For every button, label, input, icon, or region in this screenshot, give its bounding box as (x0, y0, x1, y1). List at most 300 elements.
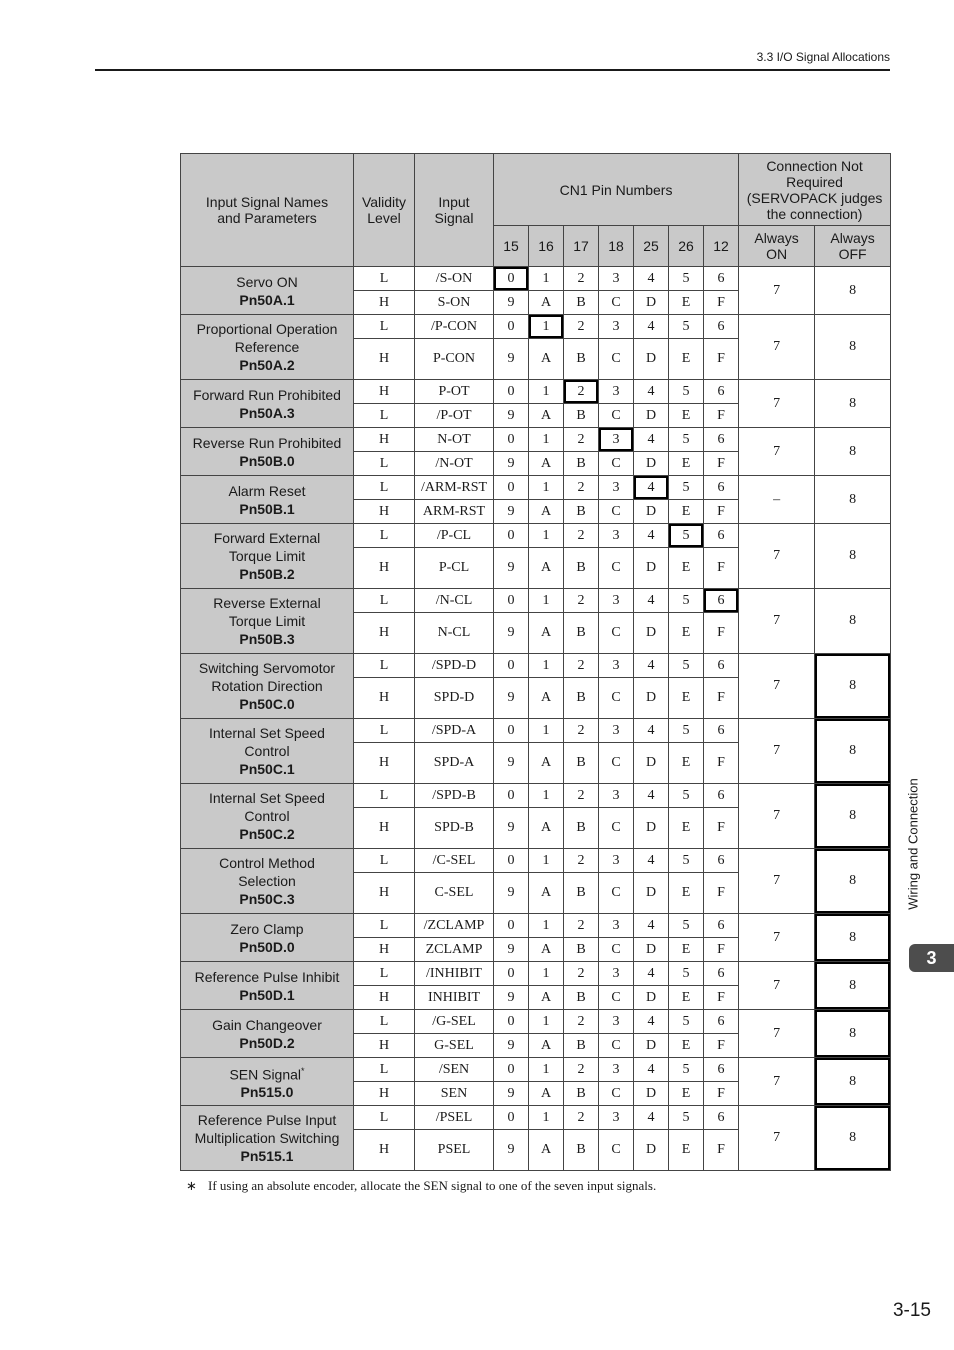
pin-value: 2 (564, 654, 599, 678)
pin-value: 9 (494, 500, 529, 524)
pin-value-default: 2 (564, 380, 599, 404)
header-pin: 25 (634, 226, 669, 267)
pin-value: 0 (494, 524, 529, 548)
pin-value: A (529, 808, 564, 849)
validity-level: H (354, 339, 415, 380)
validity-level: H (354, 873, 415, 914)
pin-value: C (599, 548, 634, 589)
page-number: 3-15 (892, 1300, 931, 1321)
pin-value: D (634, 452, 669, 476)
input-signal: /N-OT (415, 452, 494, 476)
pin-value: 6 (704, 524, 739, 548)
signal-name-cell (181, 267, 354, 315)
pin-value: 6 (704, 719, 739, 743)
pin-value: C (599, 986, 634, 1010)
pin-value: 9 (494, 452, 529, 476)
pin-value: 0 (494, 784, 529, 808)
input-signal: PSEL (415, 1130, 494, 1171)
pin-value: 5 (669, 914, 704, 938)
pin-value: D (634, 1082, 669, 1106)
header-pin: 15 (494, 226, 529, 267)
pin-value: 9 (494, 1034, 529, 1058)
footnote (186, 1178, 656, 1194)
pin-value: 4 (634, 719, 669, 743)
pin-value: B (564, 938, 599, 962)
pin-value: B (564, 1034, 599, 1058)
pin-value: 1 (529, 380, 564, 404)
pin-value: E (669, 500, 704, 524)
always-off-value: 8 (815, 589, 891, 654)
pin-value: 4 (634, 962, 669, 986)
validity-level: H (354, 548, 415, 589)
pin-value: 5 (669, 428, 704, 452)
signal-name-cell (181, 849, 354, 914)
pin-value: D (634, 548, 669, 589)
always-off-value: 8 (815, 380, 891, 428)
signal-name: Forward Run Prohibited (193, 386, 341, 403)
pin-value: F (704, 808, 739, 849)
signal-name: Switching Servomotor (198, 660, 336, 676)
pin-value: 6 (704, 428, 739, 452)
always-on-value: 7 (739, 315, 815, 380)
pin-value: F (704, 339, 739, 380)
table-row (181, 654, 891, 678)
pin-value: F (704, 404, 739, 428)
pin-value: 9 (494, 404, 529, 428)
pin-value: 2 (564, 1106, 599, 1130)
pin-value: 3 (599, 524, 634, 548)
pin-value: 2 (564, 1010, 599, 1034)
pin-value: 6 (704, 380, 739, 404)
input-signal: P-CL (415, 548, 494, 589)
validity-level: L (354, 962, 415, 986)
pin-value: 2 (564, 962, 599, 986)
header-rule (95, 69, 890, 71)
pin-value: B (564, 339, 599, 380)
validity-level: L (354, 589, 415, 613)
pin-value: 4 (634, 428, 669, 452)
pin-value: 9 (494, 678, 529, 719)
pin-value: A (529, 548, 564, 589)
parameter-number: Pn515.0 (240, 1084, 294, 1101)
always-on-value: 7 (739, 428, 815, 476)
signal-name-cell (181, 524, 354, 589)
signal-name: Forward External (213, 530, 321, 546)
pin-value: B (564, 808, 599, 849)
table-row (181, 267, 891, 291)
input-signal: INHIBIT (415, 986, 494, 1010)
pin-value: 5 (669, 719, 704, 743)
signal-name: Reverse External (213, 595, 321, 611)
pin-value: D (634, 808, 669, 849)
pin-value: 6 (704, 1058, 739, 1082)
always-off-value-default: 8 (815, 962, 891, 1010)
pin-value: A (529, 1034, 564, 1058)
validity-level: L (354, 849, 415, 873)
always-off-value-default: 8 (815, 1106, 891, 1171)
table-row (181, 914, 891, 938)
pin-value: 1 (529, 962, 564, 986)
pin-value: C (599, 291, 634, 315)
pin-value: 6 (704, 914, 739, 938)
pin-value: 5 (669, 315, 704, 339)
pin-value: 1 (529, 428, 564, 452)
pin-value: 9 (494, 986, 529, 1010)
pin-value: E (669, 938, 704, 962)
always-on-value: 7 (739, 1058, 815, 1106)
pin-value: F (704, 452, 739, 476)
pin-value: F (704, 986, 739, 1010)
pin-value-default: 4 (634, 476, 669, 500)
always-on-value: 7 (739, 719, 815, 784)
pin-value: D (634, 1034, 669, 1058)
pin-value: 9 (494, 938, 529, 962)
table-row (181, 380, 891, 404)
pin-value: E (669, 1034, 704, 1058)
pin-value: B (564, 291, 599, 315)
input-signal: /SPD-B (415, 784, 494, 808)
pin-value: A (529, 1082, 564, 1106)
pin-value: 2 (564, 719, 599, 743)
validity-level: L (354, 524, 415, 548)
validity-level: H (354, 1130, 415, 1171)
always-on-value: 7 (739, 267, 815, 315)
parameter-number: Pn50C.0 (239, 696, 295, 712)
validity-level: H (354, 808, 415, 849)
pin-value: 4 (634, 524, 669, 548)
pin-value: E (669, 404, 704, 428)
pin-value: 1 (529, 1010, 564, 1034)
table-row (181, 589, 891, 613)
input-signal: SPD-A (415, 743, 494, 784)
pin-value: B (564, 404, 599, 428)
signal-name-cell (181, 315, 354, 380)
pin-value: C (599, 1130, 634, 1171)
input-signal: /PSEL (415, 1106, 494, 1130)
header-always-on: Always ON (739, 226, 815, 267)
pin-value: 3 (599, 962, 634, 986)
pin-value: 4 (634, 1010, 669, 1034)
table-row (181, 1010, 891, 1034)
pin-value: 9 (494, 548, 529, 589)
pin-value: C (599, 873, 634, 914)
pin-value: 2 (564, 1058, 599, 1082)
table-row (181, 524, 891, 548)
parameter-number: Pn50D.0 (239, 938, 295, 955)
signal-name-cell (181, 654, 354, 719)
pin-value: E (669, 339, 704, 380)
input-signal: /N-CL (415, 589, 494, 613)
pin-value: B (564, 548, 599, 589)
pin-value: D (634, 986, 669, 1010)
pin-value: F (704, 678, 739, 719)
pin-value: D (634, 339, 669, 380)
chapter-tab: 3 (909, 944, 954, 972)
pin-value: 0 (494, 654, 529, 678)
validity-level: L (354, 267, 415, 291)
pin-value: 1 (529, 784, 564, 808)
always-on-value: 7 (739, 654, 815, 719)
pin-value: 9 (494, 743, 529, 784)
pin-value: B (564, 500, 599, 524)
pin-value: C (599, 404, 634, 428)
input-signal: SPD-B (415, 808, 494, 849)
parameter-number: Pn50D.2 (239, 1034, 295, 1051)
pin-value: 9 (494, 1130, 529, 1171)
pin-value: C (599, 452, 634, 476)
footnote-text: If using an absolute encoder, allocate the SEN signal to one of the seven input signals. (208, 1178, 657, 1193)
signal-name: SEN Signal (229, 1066, 302, 1083)
parameter-number: Pn515.1 (240, 1148, 294, 1164)
validity-level: H (354, 1034, 415, 1058)
pin-value: 9 (494, 873, 529, 914)
pin-value: 3 (599, 476, 634, 500)
input-signal: /C-SEL (415, 849, 494, 873)
signal-name-cell (181, 476, 354, 524)
validity-level: H (354, 428, 415, 452)
pin-value: 9 (494, 808, 529, 849)
pin-value: 2 (564, 589, 599, 613)
always-on-value: 7 (739, 914, 815, 962)
pin-value: 0 (494, 428, 529, 452)
input-signal: P-CON (415, 339, 494, 380)
pin-value: B (564, 873, 599, 914)
pin-value: 9 (494, 291, 529, 315)
signal-name: Servo ON (236, 273, 298, 290)
chapter-side-label (904, 772, 922, 916)
pin-value: 3 (599, 380, 634, 404)
pin-value: D (634, 938, 669, 962)
always-off-value-default: 8 (815, 784, 891, 849)
pin-value: 4 (634, 589, 669, 613)
validity-level: H (354, 613, 415, 654)
table-row (181, 1106, 891, 1130)
input-signal: C-SEL (415, 873, 494, 914)
pin-value: 4 (634, 1106, 669, 1130)
header-signal-names: Input Signal Names and Parameters (181, 154, 354, 267)
pin-value: A (529, 938, 564, 962)
pin-value: 4 (634, 784, 669, 808)
input-signal: /P-CON (415, 315, 494, 339)
always-off-value: 8 (815, 524, 891, 589)
input-signal: P-OT (415, 380, 494, 404)
validity-level: H (354, 678, 415, 719)
table-row (181, 476, 891, 500)
validity-level: H (354, 743, 415, 784)
pin-value: 1 (529, 267, 564, 291)
input-signal: /SEN (415, 1058, 494, 1082)
validity-level: L (354, 1058, 415, 1082)
input-signal: /ARM-RST (415, 476, 494, 500)
pin-value: 0 (494, 914, 529, 938)
pin-value: F (704, 1130, 739, 1171)
pin-value: A (529, 291, 564, 315)
input-signal: N-CL (415, 613, 494, 654)
pin-value: 0 (494, 719, 529, 743)
pin-value: 0 (494, 476, 529, 500)
pin-value: C (599, 1082, 634, 1106)
pin-value: E (669, 678, 704, 719)
signal-name-cell (181, 962, 354, 1010)
pin-value: 1 (529, 1106, 564, 1130)
pin-value: E (669, 1082, 704, 1106)
validity-level: L (354, 654, 415, 678)
pin-value: B (564, 1130, 599, 1171)
pin-value: 1 (529, 524, 564, 548)
signal-name-cell (181, 784, 354, 849)
input-signal: /SPD-D (415, 654, 494, 678)
parameter-number: Pn50A.1 (239, 291, 295, 308)
pin-value: 6 (704, 267, 739, 291)
parameter-number: Pn50B.1 (239, 500, 295, 517)
signal-name: Torque Limit (228, 548, 306, 564)
pin-value: 3 (599, 719, 634, 743)
validity-level: L (354, 452, 415, 476)
pin-value: C (599, 743, 634, 784)
validity-level: H (354, 500, 415, 524)
pin-value: B (564, 452, 599, 476)
io-signal-allocation-table (180, 153, 891, 1171)
pin-value: F (704, 291, 739, 315)
signal-name-cell (181, 914, 354, 962)
pin-value: 3 (599, 654, 634, 678)
signal-name: Control (244, 743, 290, 759)
header-pin: 16 (529, 226, 564, 267)
signal-name-cell (181, 719, 354, 784)
input-signal: SEN (415, 1082, 494, 1106)
pin-value: 9 (494, 613, 529, 654)
always-on-value: 7 (739, 380, 815, 428)
signal-name: Alarm Reset (228, 482, 306, 499)
chapter-title: Wiring and Connection (905, 778, 921, 910)
pin-value: 9 (494, 339, 529, 380)
pin-value: 1 (529, 1058, 564, 1082)
pin-value: 5 (669, 267, 704, 291)
input-signal: SPD-D (415, 678, 494, 719)
pin-value: 6 (704, 1106, 739, 1130)
input-signal: /INHIBIT (415, 962, 494, 986)
always-on-value: 7 (739, 589, 815, 654)
pin-value: 5 (669, 380, 704, 404)
pin-value: 2 (564, 428, 599, 452)
parameter-number: Pn50A.3 (239, 404, 295, 421)
header-validity-level: Validity Level (354, 154, 415, 267)
pin-value: A (529, 452, 564, 476)
signal-name: Gain Changeover (212, 1016, 322, 1033)
pin-value: E (669, 873, 704, 914)
pin-value: 0 (494, 1058, 529, 1082)
signal-name: Reference Pulse Input (197, 1112, 337, 1128)
pin-value: 5 (669, 1106, 704, 1130)
pin-value: D (634, 1130, 669, 1171)
pin-value: A (529, 743, 564, 784)
input-signal: /P-OT (415, 404, 494, 428)
pin-value: 2 (564, 267, 599, 291)
input-signal: /SPD-A (415, 719, 494, 743)
pin-value: 6 (704, 315, 739, 339)
signal-name-cell (181, 428, 354, 476)
pin-value: 3 (599, 1010, 634, 1034)
footnote-mark: ∗ (186, 1178, 197, 1193)
pin-value: 2 (564, 914, 599, 938)
always-on-value: 7 (739, 784, 815, 849)
pin-value: D (634, 404, 669, 428)
validity-level: L (354, 784, 415, 808)
pin-value: F (704, 743, 739, 784)
pin-value: A (529, 613, 564, 654)
pin-value: 2 (564, 315, 599, 339)
pin-value-default: 0 (494, 267, 529, 291)
parameter-number: Pn50A.2 (239, 357, 295, 373)
pin-value: F (704, 1082, 739, 1106)
always-on-value: 7 (739, 1106, 815, 1171)
input-signal: N-OT (415, 428, 494, 452)
pin-value: E (669, 548, 704, 589)
validity-level: L (354, 914, 415, 938)
header-input-signal: Input Signal (415, 154, 494, 267)
pin-value: 6 (704, 1010, 739, 1034)
pin-value-default: 3 (599, 428, 634, 452)
table-row (181, 719, 891, 743)
pin-value: 5 (669, 1010, 704, 1034)
pin-value: F (704, 873, 739, 914)
validity-level: H (354, 986, 415, 1010)
pin-value: D (634, 613, 669, 654)
pin-value-default: 6 (704, 589, 739, 613)
pin-value: 4 (634, 849, 669, 873)
header-pin: 12 (704, 226, 739, 267)
signal-name: Control Method (219, 855, 315, 871)
pin-value: 4 (634, 315, 669, 339)
header-pin: 26 (669, 226, 704, 267)
pin-value: C (599, 339, 634, 380)
pin-value: 9 (494, 1082, 529, 1106)
pin-value: 6 (704, 654, 739, 678)
validity-level: H (354, 291, 415, 315)
pin-value: 5 (669, 849, 704, 873)
pin-value: D (634, 743, 669, 784)
pin-value: 5 (669, 784, 704, 808)
always-off-value-default: 8 (815, 719, 891, 784)
pin-value: 4 (634, 1058, 669, 1082)
signal-name: Control (244, 808, 290, 824)
always-off-value-default: 8 (815, 914, 891, 962)
pin-value: 2 (564, 524, 599, 548)
signal-name-cell (181, 1106, 354, 1171)
input-signal: /P-CL (415, 524, 494, 548)
pin-value: 2 (564, 784, 599, 808)
input-signal: S-ON (415, 291, 494, 315)
pin-value: 3 (599, 914, 634, 938)
pin-value: 5 (669, 654, 704, 678)
signal-name: Torque Limit (228, 613, 306, 629)
pin-value: A (529, 986, 564, 1010)
pin-value: 0 (494, 1010, 529, 1034)
pin-value: E (669, 291, 704, 315)
pin-value: 1 (529, 589, 564, 613)
pin-value: 6 (704, 784, 739, 808)
signal-name: Multiplication Switching (194, 1130, 340, 1146)
header-always-off: Always OFF (815, 226, 891, 267)
table-row (181, 1058, 891, 1082)
signal-name: Zero Clamp (230, 920, 304, 937)
parameter-number: Pn50C.2 (239, 826, 295, 842)
signal-name-cell (181, 589, 354, 654)
pin-value-default: 1 (529, 315, 564, 339)
always-off-value-default: 8 (815, 1010, 891, 1058)
pin-value: 2 (564, 476, 599, 500)
always-off-value: 8 (815, 315, 891, 380)
